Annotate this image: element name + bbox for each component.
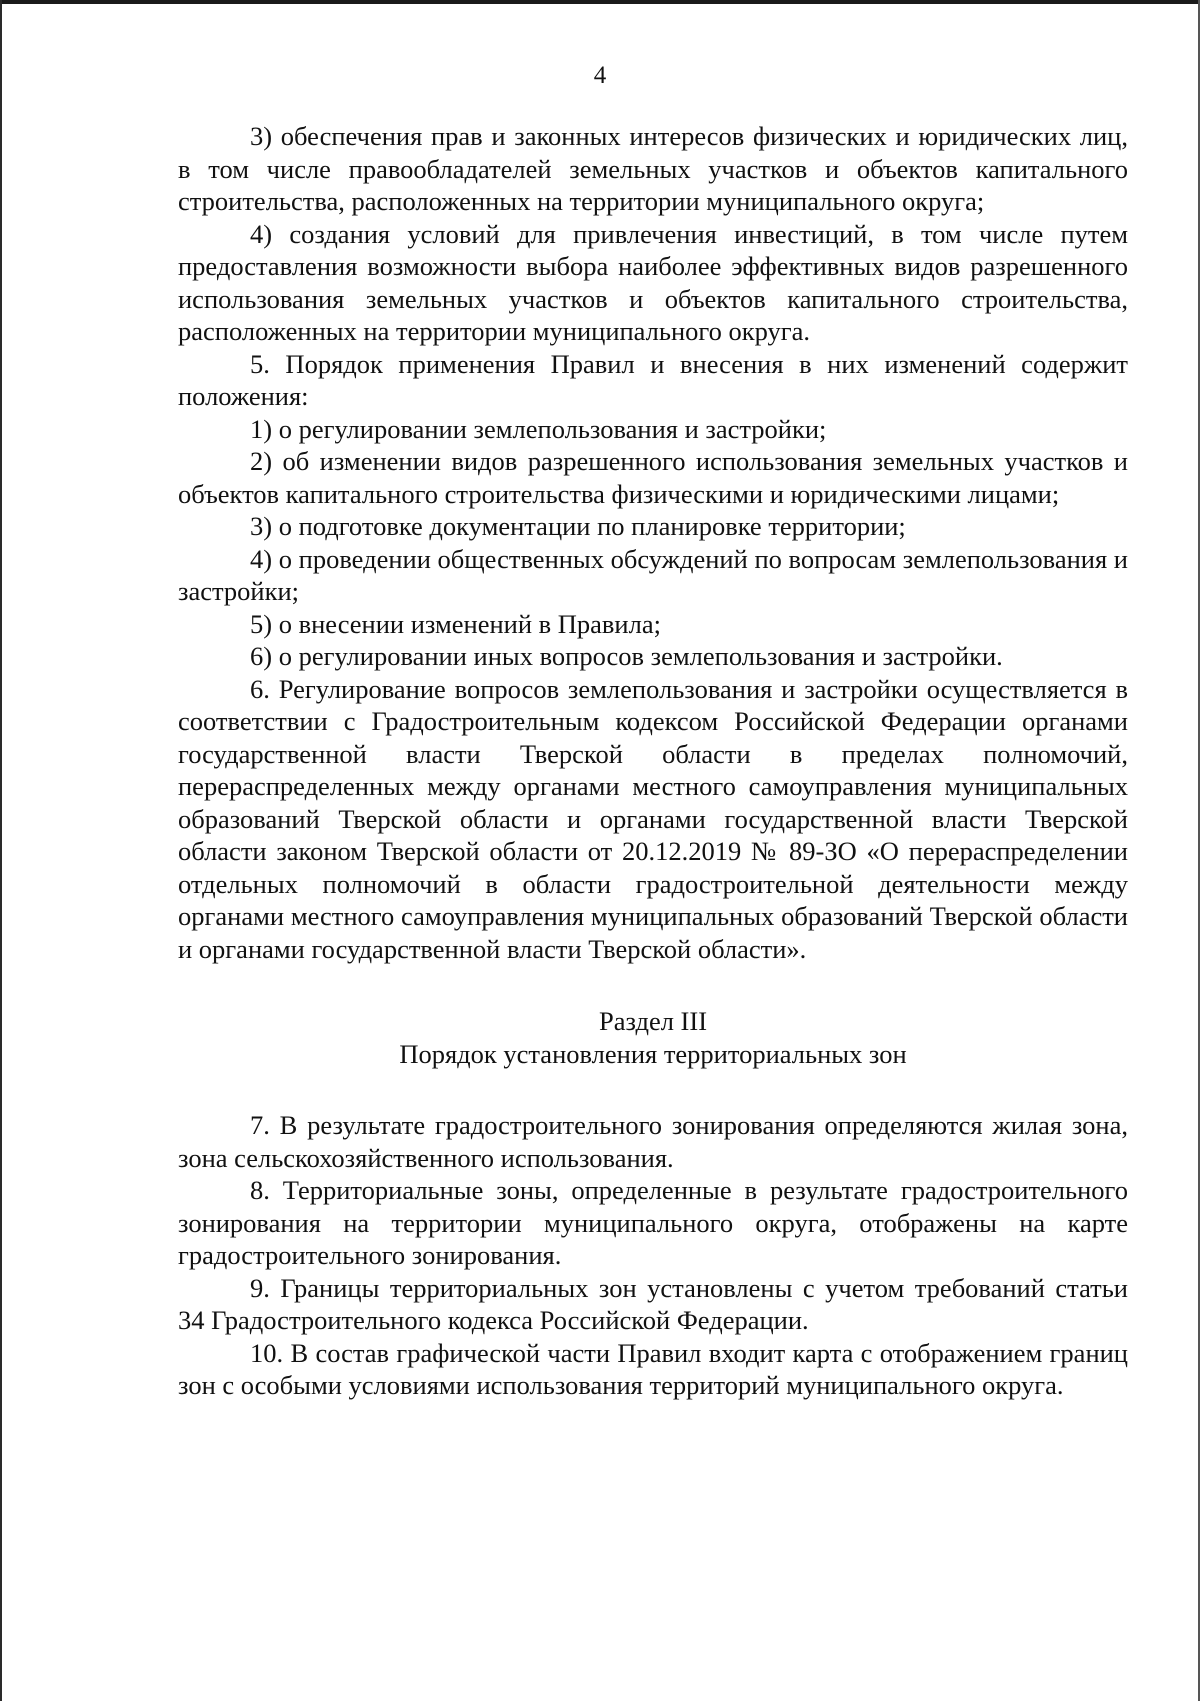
paragraph-7: 7. В результате градостроительного зонирования определяются жилая зона, зона сельскохозяйственного использования. bbox=[178, 1110, 1128, 1173]
section-title: Порядок установления территориальных зон bbox=[399, 1038, 907, 1069]
document-body bbox=[178, 120, 1128, 1402]
paragraph-5-1: 1) о регулировании землепользования и застройки; bbox=[250, 413, 827, 444]
paragraph-5-5: 5) о внесении изменений в Правила; bbox=[250, 608, 661, 639]
paragraph-9: 9. Границы территориальных зон установлены с учетом требований статьи 34 Градостроительного кодекса Российской Федерации. bbox=[178, 1272, 1128, 1335]
section-heading bbox=[178, 1005, 1128, 1070]
paragraph-item-3-rights: 3) обеспечения прав и законных интересов физических и юридических лиц, в том числе правообладателей земельных участков и объектов капитального строительства, расположенных на территории муниципального округа; bbox=[178, 121, 1128, 216]
paragraph-8: 8. Территориальные зоны, определенные в результате градостроительного зонирования на территории муниципального округа, отображены на карте градостроительного зонирования. bbox=[178, 1175, 1128, 1270]
section-body bbox=[178, 1109, 1128, 1402]
paragraph-5-4: 4) о проведении общественных обсуждений по вопросам землепользования и застройки; bbox=[178, 543, 1128, 606]
scan-edge-left bbox=[0, 0, 2, 1701]
paragraph-item-4-investments: 4) создания условий для привлечения инвестиций, в том числе путем предоставления возможности выбора наиболее эффективных видов разрешенного использования земельных участков и объектов капитального строительства, расположенных на территории муниципального округа. bbox=[178, 218, 1128, 346]
paragraph-6-regulation: 6. Регулирование вопросов землепользования и застройки осуществляется в соответствии с Градостроительным кодексом Российской Федерации органами государственной власти Тверской области в пределах полномочий, перераспределенных между органами местного самоуправления муниципальных образований Тверской области и органами государственной власти Тверской области законом Тверской области от 20.12.2019 № 89-ЗО «О перераспределении отдельных полномочий в области градостроительной деятельности между органами местного самоуправления муниципальных образований Тверской области и органами государственной власти Тверской области». bbox=[178, 673, 1128, 964]
paragraph-5-2: 2) об изменении видов разрешенного использования земельных участков и объектов капитального строительства физическими и юридическими лицами; bbox=[178, 446, 1128, 509]
paragraph-5-procedure: 5. Порядок применения Правил и внесения в них изменений содержит положения: bbox=[178, 348, 1128, 411]
scan-edge-top bbox=[0, 0, 1200, 4]
paragraph-5-3: 3) о подготовке документации по планировке территории; bbox=[250, 511, 906, 541]
page-number: 4 bbox=[593, 62, 607, 89]
paragraph-5-6: 6) о регулировании иных вопросов землепользования и застройки. bbox=[250, 641, 1003, 671]
section-label: Раздел III bbox=[598, 1006, 708, 1036]
paragraph-10: 10. В состав графической части Правил входит карта с отображением границ зон с особыми условиями использования территорий муниципального округа. bbox=[178, 1337, 1128, 1400]
